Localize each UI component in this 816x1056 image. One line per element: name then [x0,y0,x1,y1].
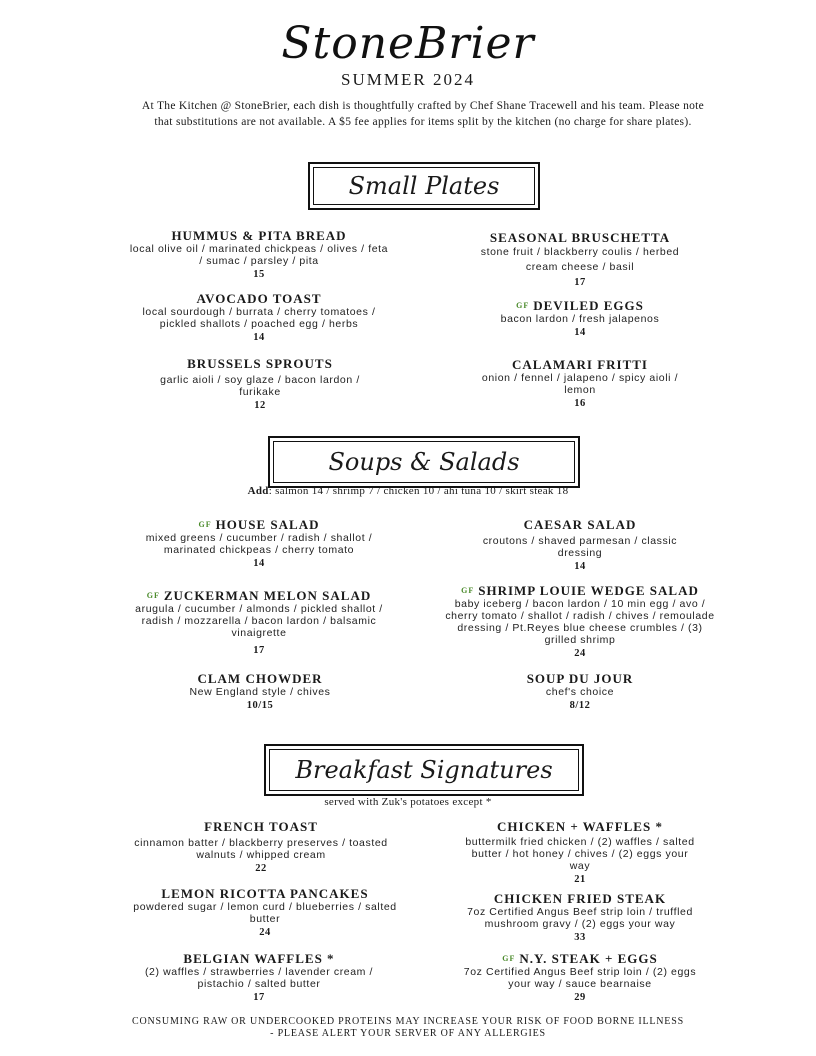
add-label: Add [247,485,269,497]
menu-item [128,517,390,569]
item-description: chef's choice [545,686,615,698]
item-price: 16 [574,398,586,409]
add-options: : salmon 14 / shrimp 7 / chicken 10 / ahi tuna 10 / skirt steak 18 [268,485,569,497]
item-description: onion / fennel / jalapeno / spicy aioli / lemon [481,372,679,396]
item-price: 17 [253,992,265,1003]
item-name: HOUSE SALAD [215,517,320,532]
section-header-breakfast [264,744,584,796]
gluten-free-badge: GF [516,301,530,310]
section-title: Breakfast Signatures [269,749,579,791]
menu-season: SUMMER 2024 [341,70,475,89]
menu-item [460,298,700,338]
item-description: mixed greens / cucumber / radish / shallot / marinated chickpeas / cherry tomato [145,532,373,556]
item-description: 7oz Certified Angus Beef strip loin / (2) eggs your way / sauce bearnaise [463,966,697,990]
menu-item [128,951,390,1003]
item-description: croutons / shaved parmesan / classic dressing [482,535,678,559]
item-name: SEASONAL BRUSCHETTA [489,230,671,245]
item-price: 10/15 [246,700,274,711]
item-name: N.Y. STEAK + EGGS [519,951,658,966]
item-name: LEMON RICOTTA PANCAKES [161,886,369,901]
breakfast-note: served with Zuk's potatoes except * [324,796,492,808]
item-price: 24 [574,648,586,659]
section-title: Small Plates [313,167,535,205]
item-description: garlic aioli / soy glaze / bacon lardon / furikake [160,374,360,398]
menu-item [160,671,360,711]
gluten-free-badge: GF [502,954,516,963]
menu-item [480,357,680,409]
intro-paragraph: At The Kitchen @ StoneBrier, each dish is thoughtfully crafted by Chef Shane Tracewell and his team. Please note that substitutions are not available. A $5 fee applies for items split by the kitchen (no charge for share plates). [141,100,705,128]
item-price: 17 [574,277,586,288]
item-price: 8/12 [569,700,591,711]
menu-item [160,356,360,411]
restaurant-logo: StoneBrier [281,18,535,69]
item-description: New England style / chives [189,686,331,698]
item-description: cinnamon batter / blackberry preserves / toasted walnuts / whipped cream [134,837,388,861]
menu-item [128,819,394,874]
gluten-free-badge: GF [198,520,212,529]
menu-item [120,886,410,938]
item-description: buttermilk fried chicken / (2) waffles / salted butter / hot honey / chives / (2) eggs your way [465,836,695,872]
menu-item [470,517,690,572]
item-price: 22 [255,863,267,874]
item-description: local sourdough / burrata / cherry tomatoes / pickled shallots / poached egg / herbs [142,306,376,330]
item-price: 14 [253,558,265,569]
item-price: 24 [259,927,271,938]
section-header-soups-salads [268,436,580,488]
item-description: powdered sugar / lemon curd / blueberries / salted butter [133,901,397,925]
item-name: AVOCADO TOAST [196,291,322,306]
item-price: 29 [574,992,586,1003]
item-price: 14 [253,332,265,343]
menu-item [128,228,390,280]
menu-item [440,583,720,659]
item-price: 17 [253,645,265,656]
menu-item [462,819,698,885]
item-description: (2) waffles / strawberries / lavender cream / pistachio / salted butter [144,966,374,990]
item-name: CLAM CHOWDER [197,671,323,686]
item-description: baby iceberg / bacon lardon / 10 min egg / avo / cherry tomato / shallot / radish / chives / remoulade dressing / Pt.Reyes blue cheese crumbles / (3) grilled shrimp [445,598,715,646]
disclaimer-line-1: CONSUMING RAW OR UNDERCOOKED PROTEINS MAY INCREASE YOUR RISK OF FOOD BORNE ILLNESS [132,1016,684,1027]
item-name: HUMMUS & PITA BREAD [171,228,347,243]
item-description: local olive oil / marinated chickpeas / olives / feta / sumac / parsley / pita [129,243,389,267]
item-name: CALAMARI FRITTI [512,357,648,372]
section-header-small-plates [308,162,540,210]
menu-item [460,951,700,1003]
item-name: ZUCKERMAN MELON SALAD [163,588,372,603]
item-name: BRUSSELS SPROUTS [187,356,333,371]
gluten-free-badge: GF [461,586,475,595]
allergy-disclaimer [100,1016,716,1040]
item-description: stone fruit / blackberry coulis / herbed cream cheese / basil [480,246,680,273]
item-price: 21 [574,874,586,885]
item-description: arugula / cucumber / almonds / pickled shallot / radish / mozzarella / bacon lardon / balsamic vinaigrette [135,603,383,639]
item-price: 14 [574,327,586,338]
menu-item [450,891,710,943]
item-price: 33 [574,932,586,943]
menu-item [126,291,392,343]
menu-item [124,588,394,656]
disclaimer-line-2: - PLEASE ALERT YOUR SERVER OF ANY ALLERGIES [270,1028,546,1039]
item-name: FRENCH TOAST [204,819,318,834]
item-price: 14 [574,561,586,572]
item-description: bacon lardon / fresh jalapenos [500,313,660,325]
item-name: SHRIMP LOUIE WEDGE SALAD [478,583,699,598]
section-title: Soups & Salads [273,441,575,483]
item-name: CHICKEN FRIED STEAK [493,891,667,906]
gluten-free-badge: GF [146,591,160,600]
item-name: CAESAR SALAD [523,517,637,532]
item-price: 15 [253,269,265,280]
add-protein-note [0,485,816,497]
item-name: BELGIAN WAFFLES * [183,951,335,966]
item-name: CHICKEN + WAFFLES * [497,819,663,834]
item-name: DEVILED EGGS [533,298,644,313]
item-description: 7oz Certified Angus Beef strip loin / truffled mushroom gravy / (2) eggs your way [467,906,693,930]
menu-item [465,230,695,288]
menu-item [480,671,680,711]
item-price: 12 [254,400,266,411]
item-name: SOUP DU JOUR [526,671,634,686]
